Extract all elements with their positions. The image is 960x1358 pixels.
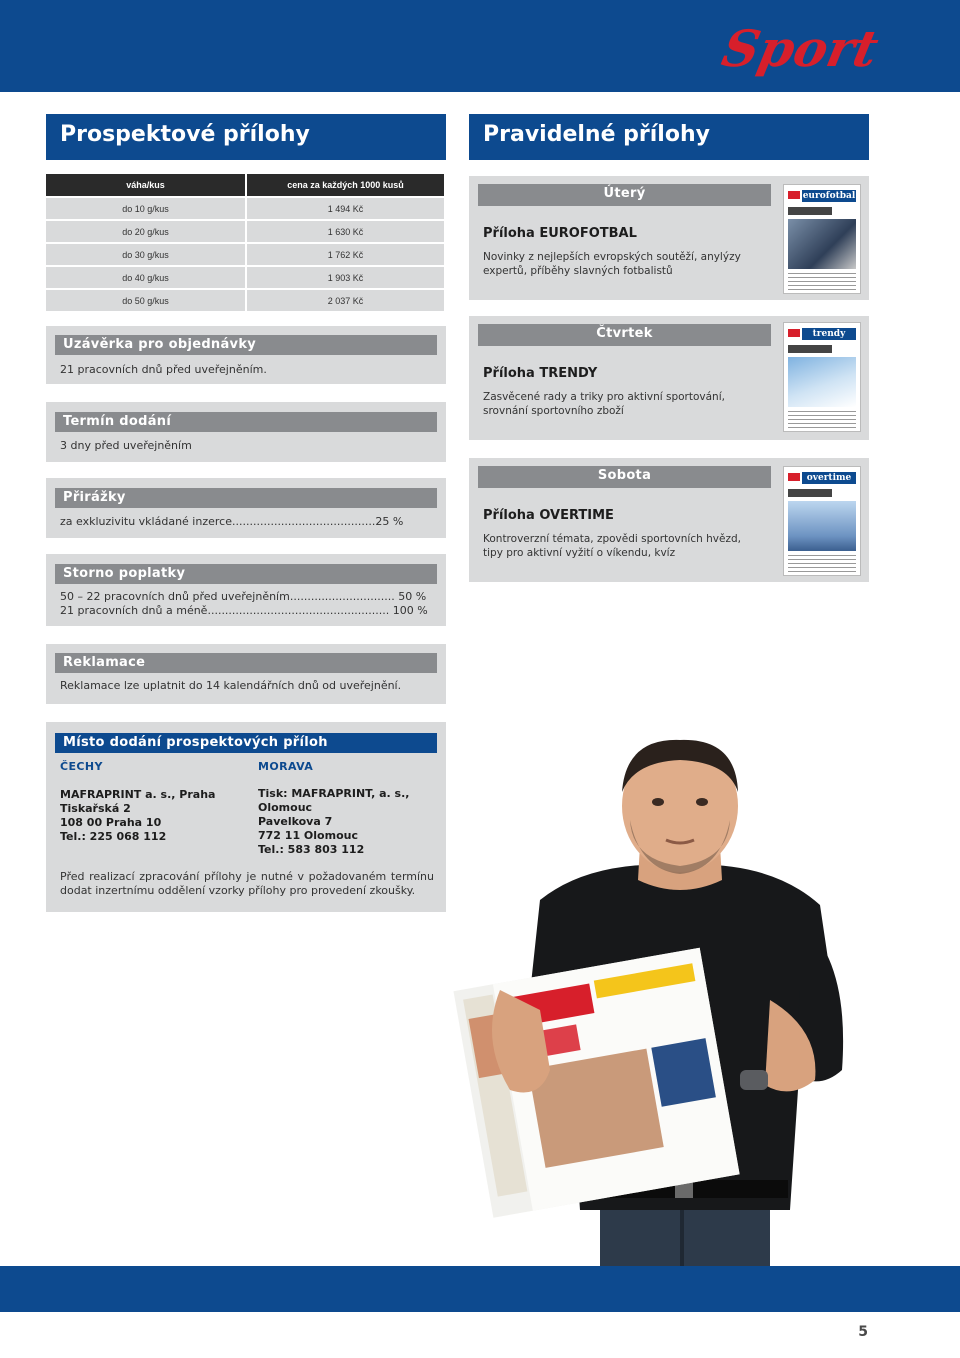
address-line: Tel.: 583 803 112 (258, 843, 365, 856)
table-row (46, 289, 445, 312)
thumb-text-lines (788, 555, 856, 573)
complaints-title: Reklamace (55, 653, 437, 673)
price-cell: 1 494 Kč (246, 197, 445, 220)
thumb-photo (788, 219, 856, 269)
address-cechy (60, 788, 215, 844)
cancellation-value: 100 % (392, 604, 428, 617)
weight-cell: do 30 g/kus (46, 243, 246, 266)
supplement-day: Čtvrtek (478, 324, 771, 346)
delivery-note: Před realizací zpracování přílohy je nutné v požadovaném termínu dodat inzertnímu oddělení vzorky přílohy pro provedení zkoušky. (60, 870, 434, 897)
region-morava: MORAVA (258, 760, 314, 773)
right-title: Pravidelné přílohy (469, 114, 869, 160)
address-line: Pavelkova 7 (258, 815, 333, 828)
supplement-thumbnail (783, 466, 861, 576)
supplement-desc: Kontroverzní témata, zpovědi sportovních hvězd, tipy pro aktivní vyžití o víkendu, kvíz (483, 533, 741, 559)
supplement-card-saturday (469, 458, 869, 582)
address-line: 772 11 Olomouc (258, 829, 358, 842)
table-row (46, 220, 445, 243)
delivery-place-panel (46, 722, 446, 912)
supplement-desc: Zasvěcené rady a triky pro aktivní sportování, srovnání sportovního zboží (483, 391, 725, 417)
cancellation-line (60, 604, 428, 617)
weight-cell: do 10 g/kus (46, 197, 246, 220)
price-header-price: cena za každých 1000 kusů (246, 174, 445, 197)
thumb-headline (788, 489, 832, 497)
surcharge-value: 25 % (375, 515, 404, 528)
thumb-photo (788, 501, 856, 551)
supplement-name: Příloha OVERTIME (483, 508, 614, 523)
supplement-name: Příloha TRENDY (483, 366, 598, 381)
price-cell: 1 762 Kč (246, 243, 445, 266)
thumb-photo (788, 357, 856, 407)
table-row (46, 243, 445, 266)
page-number: 5 (858, 1324, 868, 1340)
surcharge-line (60, 515, 403, 528)
table-row (46, 197, 445, 220)
address-line: 108 00 Praha 10 (60, 816, 162, 829)
sport-logo (717, 8, 884, 88)
region-cechy: ČECHY (60, 760, 103, 773)
cancellation-label: 21 pracovních dnů a méně (60, 604, 208, 617)
supplement-thumbnail (783, 184, 861, 294)
supplement-day: Sobota (478, 466, 771, 488)
cancellation-value: 50 % (398, 590, 427, 603)
supplement-desc: Novinky z nejlepších evropských soutěží, anylýzy expertů, příběhy slavných fotbalistů (483, 251, 741, 277)
deadline-title: Uzávěrka pro objednávky (55, 335, 437, 355)
weight-cell: do 20 g/kus (46, 220, 246, 243)
dot-leader: .............................. (289, 590, 395, 603)
surcharge-label: za exkluzivitu vkládané inzerce (60, 515, 232, 528)
price-cell: 1 630 Kč (246, 220, 445, 243)
supplement-card-tuesday (469, 176, 869, 300)
thumb-logo (788, 191, 800, 199)
dot-leader: .................................................... (207, 604, 390, 617)
thumb-logo (788, 329, 800, 337)
surcharge-panel (46, 478, 446, 538)
thumb-text-lines (788, 273, 856, 291)
thumb-headline (788, 345, 832, 353)
price-cell: 2 037 Kč (246, 289, 445, 312)
thumb-text-lines (788, 411, 856, 429)
address-line: Tisk: MAFRAPRINT, a. s., Olomouc (258, 787, 410, 814)
address-morava (258, 787, 446, 857)
thumb-headline (788, 207, 832, 215)
deadline-text: 21 pracovních dnů před uveřejněním. (60, 363, 267, 376)
footer-band (0, 1266, 960, 1312)
supplement-name: Příloha EUROFOTBAL (483, 226, 637, 241)
logo-text: Sport (717, 19, 884, 78)
left-title: Prospektové přílohy (46, 114, 446, 160)
cancellation-panel (46, 554, 446, 626)
address-line: Tiskařská 2 (60, 802, 131, 815)
cancellation-title: Storno poplatky (55, 564, 437, 584)
address-line: MAFRAPRINT a. s., Praha (60, 788, 216, 801)
complaints-panel (46, 644, 446, 704)
delivery-term-panel (46, 402, 446, 462)
supplement-card-thursday (469, 316, 869, 440)
address-line: Tel.: 225 068 112 (60, 830, 167, 843)
price-table (46, 174, 446, 313)
dot-leader: ......................................... (231, 515, 376, 528)
price-cell: 1 903 Kč (246, 266, 445, 289)
cancellation-line (60, 590, 426, 603)
delivery-term-title: Termín dodání (55, 412, 437, 432)
weight-cell: do 50 g/kus (46, 289, 246, 312)
surcharge-title: Přirážky (55, 488, 437, 508)
delivery-place-title: Místo dodání prospektových příloh (55, 733, 437, 753)
man-reading-newspaper-photo (470, 740, 890, 1266)
complaints-text: Reklamace lze uplatnit do 14 kalendářních dnů od uveřejnění. (60, 679, 402, 692)
deadline-panel (46, 326, 446, 384)
weight-cell: do 40 g/kus (46, 266, 246, 289)
supplement-day: Úterý (478, 184, 771, 206)
thumb-title: overtime (802, 472, 856, 484)
thumb-title: trendy (802, 328, 856, 340)
cancellation-label: 50 – 22 pracovních dnů před uveřejněním (60, 590, 290, 603)
supplement-thumbnail (783, 322, 861, 432)
price-header-weight: váha/kus (46, 174, 246, 197)
delivery-term-text: 3 dny před uveřejněním (60, 439, 192, 452)
table-row (46, 266, 445, 289)
thumb-title: eurofotbal (802, 191, 856, 201)
thumb-logo (788, 473, 800, 481)
